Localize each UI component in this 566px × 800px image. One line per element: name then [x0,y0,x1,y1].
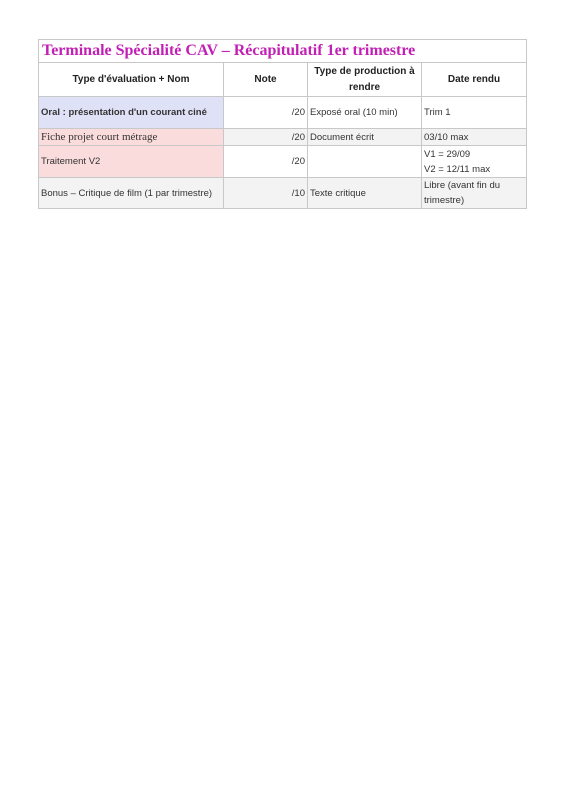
table-row [39,97,527,129]
page-title: Terminale Spécialité CAV – Récapitulatif 1er trimestre [39,40,527,63]
row-date-cell: Libre (avant fin du trimestre) [422,178,527,209]
header-date: Date rendu [422,63,527,97]
row-production-cell: Texte critique [308,178,422,209]
row-production-cell [308,146,422,178]
header-note: Note [224,63,308,97]
row-note-cell: /20 [224,129,308,146]
table-row [39,129,527,146]
header-type-eval: Type d'évaluation + Nom [39,63,224,97]
title-row [39,40,527,63]
row-name-cell: Traitement V2 [39,146,224,178]
table-row [39,146,527,178]
row-note-cell: /20 [224,146,308,178]
row-production-cell: Document écrit [308,129,422,146]
header-row [39,63,527,97]
row-date-cell: Trim 1 [422,97,527,129]
row-name-cell: Oral : présentation d'un courant ciné [39,97,224,129]
row-note-cell: /20 [224,97,308,129]
row-name-cell: Bonus – Critique de film (1 par trimestre) [39,178,224,209]
row-date-cell: 03/10 max [422,129,527,146]
row-name-cell: Fiche projet court métrage [39,129,224,146]
row-date-cell: V1 = 29/09 V2 = 12/11 max [422,146,527,178]
row-production-cell: Exposé oral (10 min) [308,97,422,129]
header-production: Type de production à rendre [308,63,422,97]
table-row [39,178,527,209]
recap-table [38,39,527,209]
row-note-cell: /10 [224,178,308,209]
